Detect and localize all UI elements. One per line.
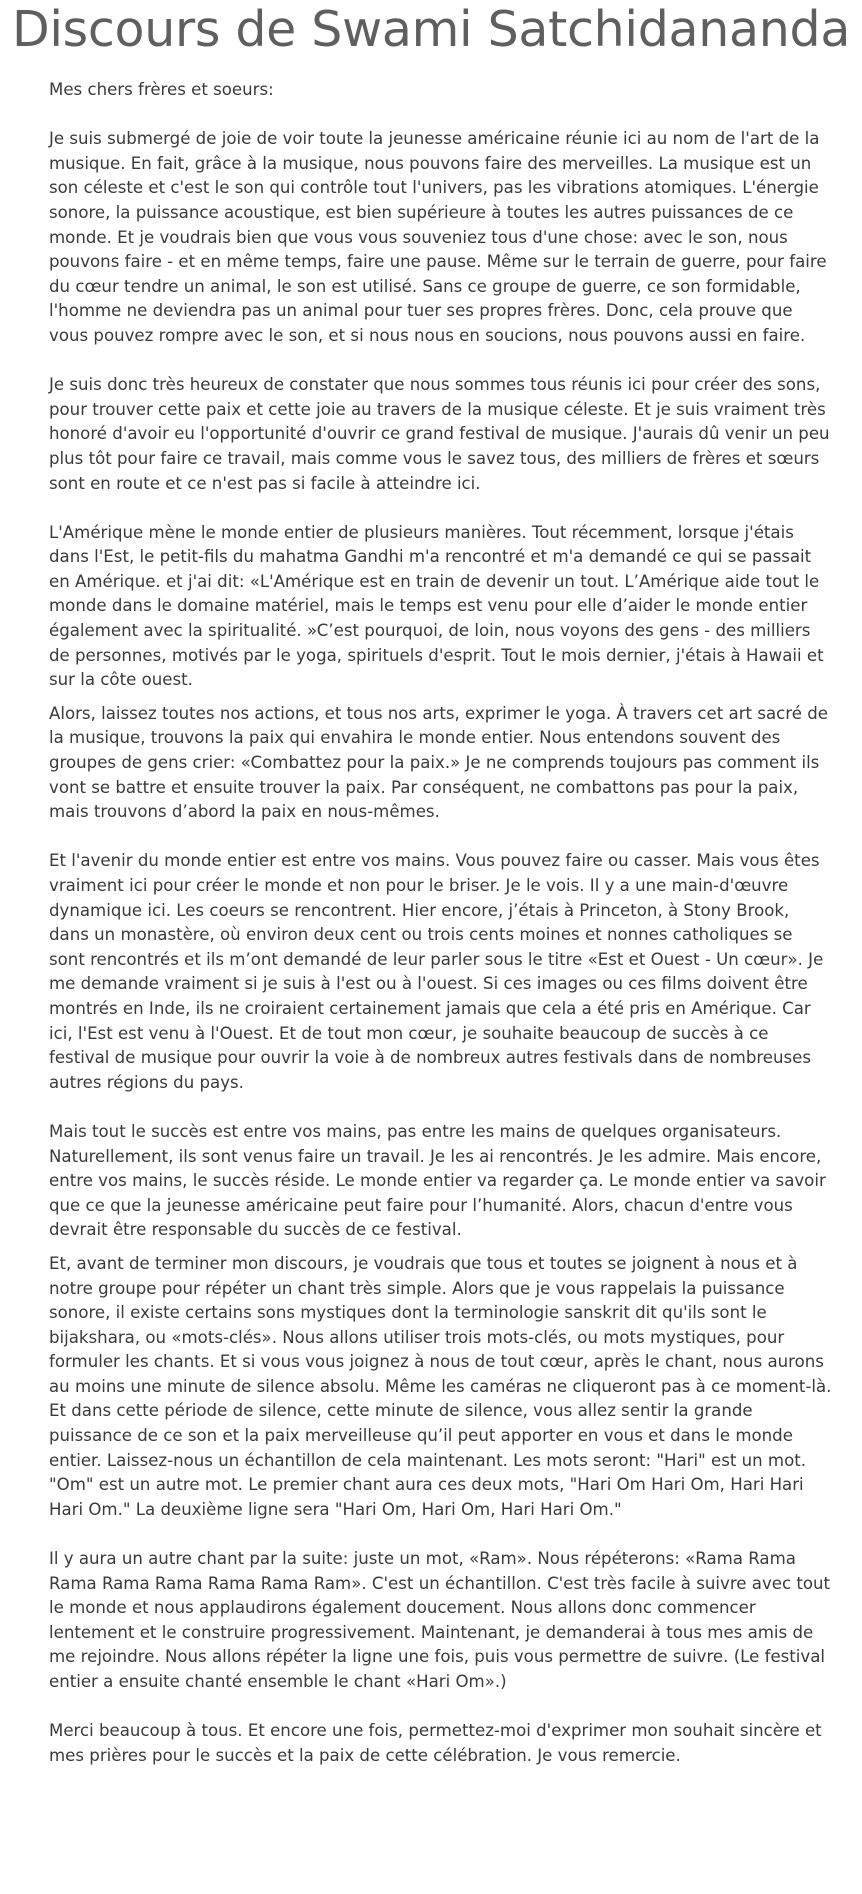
paragraph-greeting: Mes chers frères et soeurs: (49, 80, 274, 99)
paragraph-express-yoga: Alors, laissez toutes nos actions, et tous nos arts, exprimer le yoga. À travers cet art sacré de la musique, trouvons la paix qui envahira le monde entier. Nous entendons souvent des groupes de gens crier: «Combattez pour la paix.» Je ne comprends toujours pas comment ils vont se battre et ensuite trouver la paix. Par conséquent, ne combattons pas pour la paix, mais trouvons d’abord la paix en nous-mêmes. (49, 703, 828, 822)
page-title: Discours de Swami Satchidananda (11, 1, 851, 58)
paragraph-music-power: Je suis submergé de joie de voir toute la jeunesse américaine réunie ici au nom de l'art de la musique. En fait, grâce à la musique, nous pouvons faire des merveilles. La musique est un son céleste et c'est le son qui contrôle tout l'univers, pas les vibrations atomiques. L'énergie sonore, la puissance acoustique, est bien supérieure à toutes les autres puissances de ce monde. Et je voudrais bien que vous vous souveniez tous d'une chose: avec le son, nous pouvons faire - et en même temps, faire une pause. Même sur le terrain de guerre, pour faire du cœur tendre un animal, le son est utilisé. Sans ce groupe de guerre, ce son formidable, l'homme ne deviendra pas un animal pour tuer ses propres frères. Donc, cela prouve que vous pouvez rompre avec le son, et si nous nous en soucions, nous pouvons aussi en faire. (49, 129, 827, 345)
paragraph-chant-invitation: Et, avant de terminer mon discours, je voudrais que tous et toutes se joignent à nous et à notre groupe pour répéter un chant très simple. Alors que je vous rappelais la puissance sonore, il existe certains sons mystiques dont la terminologie sanskrit dit qu'ils sont le bijakshara, ou «mots-clés». Nous allons utiliser trois mots-clés, ou mots mystiques, pour formuler les chants. Et si vous vous joignez à nous de tout cœur, après le chant, nous aurons au moins une minute de silence absolu. Même les caméras ne cliqueront pas à ce moment-là. Et dans cette période de silence, cette minute de silence, vous allez sentir la grande puissance de ce son et la paix merveilleuse qu’il peut apporter en vous et dans le monde entier. Laissez-nous un échantillon de cela maintenant. Les mots seront: "Hari" est un mot. "Om" est un autre mot. Le premier chant aura ces deux mots, "Hari Om Hari Om, Hari Hari Hari Om." La deuxième ligne sera "Hari Om, Hari Om, Hari Hari Om." (49, 1253, 832, 1519)
paragraph-america-leads: L'Amérique mène le monde entier de plusieurs manières. Tout récemment, lorsque j'étais dans l'Est, le petit-fils du mahatma Gandhi m'a rencontré et m'a demandé ce qui se passait en Amérique. et j'ai dit: «L'Amérique est en train de devenir un tout. L’Amérique aide tout le monde dans le domaine matériel, mais le temps est venu pour elle d’aider le monde entier également avec la spiritualité. »C’est pourquoi, de loin, nous voyons des gens - des milliers de personnes, motivés par le yoga, spirituels d'esprit. Tout le mois dernier, j'étais à Hawaii et sur la côte ouest. (49, 522, 824, 690)
paragraph-success-in-hands: Mais tout le succès est entre vos mains, pas entre les mains de quelques organisateurs. Naturellement, ils sont venus faire un travail. Je les ai rencontrés. Je les admire. Mais encore, entre vos mains, le succès réside. Le monde entier va regarder ça. Le monde entier va savoir que ce que la jeunesse américaine peut faire pour l’humanité. Alors, chacun d'entre vous devrait être responsable du succès de ce festival. (49, 1121, 826, 1240)
paragraph-ram-chant: Il y aura un autre chant par la suite: juste un mot, «Ram». Nous répéterons: «Rama Rama Rama Rama Rama Rama Rama Ram». C'est un échantillon. C'est très facile à suivre avec tout le monde et nous applaudirons également doucement. Nous allons donc commencer lentement et le construire progressivement. Maintenant, je demanderai à tous mes amis de me rejoindre. Nous allons répéter la ligne une fois, puis vous permettre de suivre. (Le festival entier a ensuite chanté ensemble le chant «Hari Om».) (49, 1549, 831, 1691)
paragraph-future-in-hands: Et l'avenir du monde entier est entre vos mains. Vous pouvez faire ou casser. Mais vous êtes vraiment ici pour créer le monde et non pour le briser. Je le vois. Il y a une main-d'œuvre dynamique ici. Les coeurs se rencontrent. Hier encore, j’étais à Princeton, à Stony Brook, dans un monastère, où environ deux cent ou trois cents moines et nonnes catholiques se sont rencontrés et ils m’ont demandé de leur parler sous le titre «Est et Ouest - Un cœur». Je me demande vraiment si je suis à l'est ou à l'ouest. Si ces images ou ces films doivent être montrés en Inde, ils ne croiraient certainement jamais que cela a été pris en Amérique. Car ici, l'Est est venu à l'Ouest. Et de tout mon cœur, je souhaite beaucoup de succès à ce festival de musique pour ouvrir la voie à de nombreux autres festivals dans de nombreuses autres régions du pays. (49, 851, 824, 1092)
paragraph-happy-gathering: Je suis donc très heureux de constater que nous sommes tous réunis ici pour créer des sons, pour trouver cette paix et cette joie au travers de la musique céleste. Et je suis vraiment très honoré d'avoir eu l'opportunité d'ouvrir ce grand festival de musique. J'aurais dû venir un peu plus tôt pour faire ce travail, mais comme vous le savez tous, des milliers de frères et sœurs sont en route et ce n'est pas si facile à atteindre ici. (49, 375, 830, 493)
speech-body (49, 78, 833, 1768)
paragraph-thanks: Merci beaucoup à tous. Et encore une fois, permettez-moi d'exprimer mon souhait sincère et mes prières pour le succès et la paix de cette célébration. Je vous remercie. (49, 1721, 822, 1765)
